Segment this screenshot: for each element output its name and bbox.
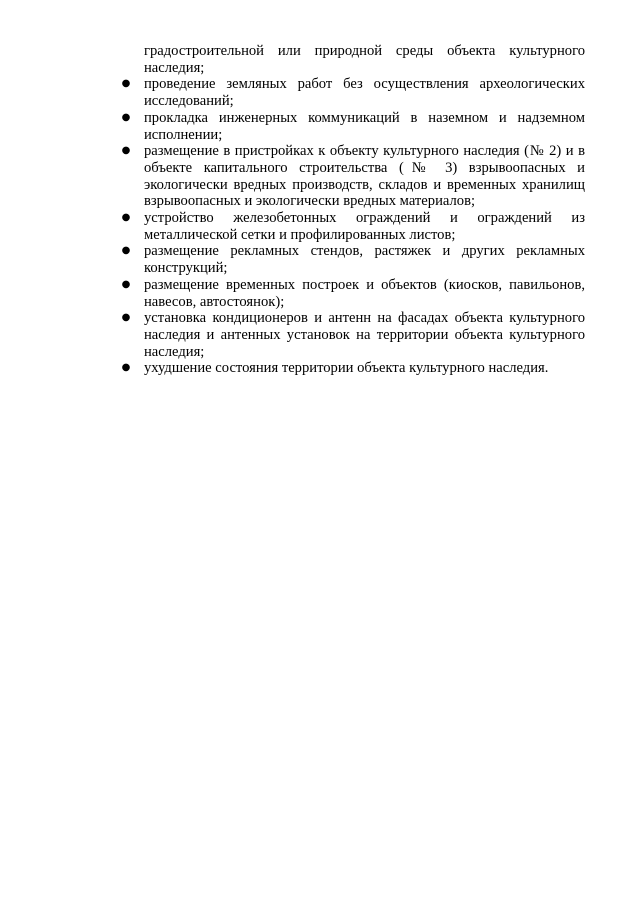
- list-item-text: размещение в пристройках к объекту культурного наследия (№ 2) и в объекте капитального строительства (№ 3) взрывоопасных и экологически вредных производств, складов и временных хранилищ взрывоопасных и экологически вредных материалов;: [144, 143, 585, 210]
- document-body: [121, 43, 585, 377]
- list-item: [121, 210, 585, 243]
- bullet-icon: ●: [121, 278, 131, 290]
- bullet-icon: ●: [121, 145, 131, 157]
- list-item-text: проведение земляных работ без осуществления археологических исследований;: [144, 76, 585, 110]
- list-item-text: установка кондиционеров и антенн на фасадах объекта культурного наследия и антенных установок на территории объекта культурного наследия;: [144, 310, 585, 360]
- bullet-icon: ●: [121, 245, 131, 257]
- bullet-icon: ●: [121, 212, 131, 224]
- restrictions-list: [121, 76, 585, 377]
- list-item: [121, 143, 585, 210]
- bullet-icon: ●: [121, 362, 131, 374]
- list-item: [121, 276, 585, 310]
- list-item-text: размещение временных построек и объектов (киосков, павильонов, навесов, автостоянок);: [144, 276, 585, 310]
- bullet-icon: ●: [121, 312, 131, 324]
- list-item: [121, 360, 585, 377]
- list-item: [121, 76, 585, 110]
- list-item-text: устройство железобетонных ограждений и ограждений из металлической сетки и профилированных листов;: [144, 210, 585, 243]
- list-item-text: размещение рекламных стендов, растяжек и других рекламных конструкций;: [144, 243, 585, 277]
- list-item-text: ухудшение состояния территории объекта культурного наследия.: [144, 360, 549, 377]
- list-item: [121, 109, 585, 143]
- list-item: [121, 310, 585, 360]
- continuation-paragraph: градостроительной или природной среды объекта культурного наследия;: [144, 43, 585, 76]
- list-item: [121, 243, 585, 277]
- list-item-text: прокладка инженерных коммуникаций в наземном и надземном исполнении;: [144, 109, 585, 143]
- bullet-icon: ●: [121, 111, 131, 123]
- bullet-icon: ●: [121, 78, 131, 90]
